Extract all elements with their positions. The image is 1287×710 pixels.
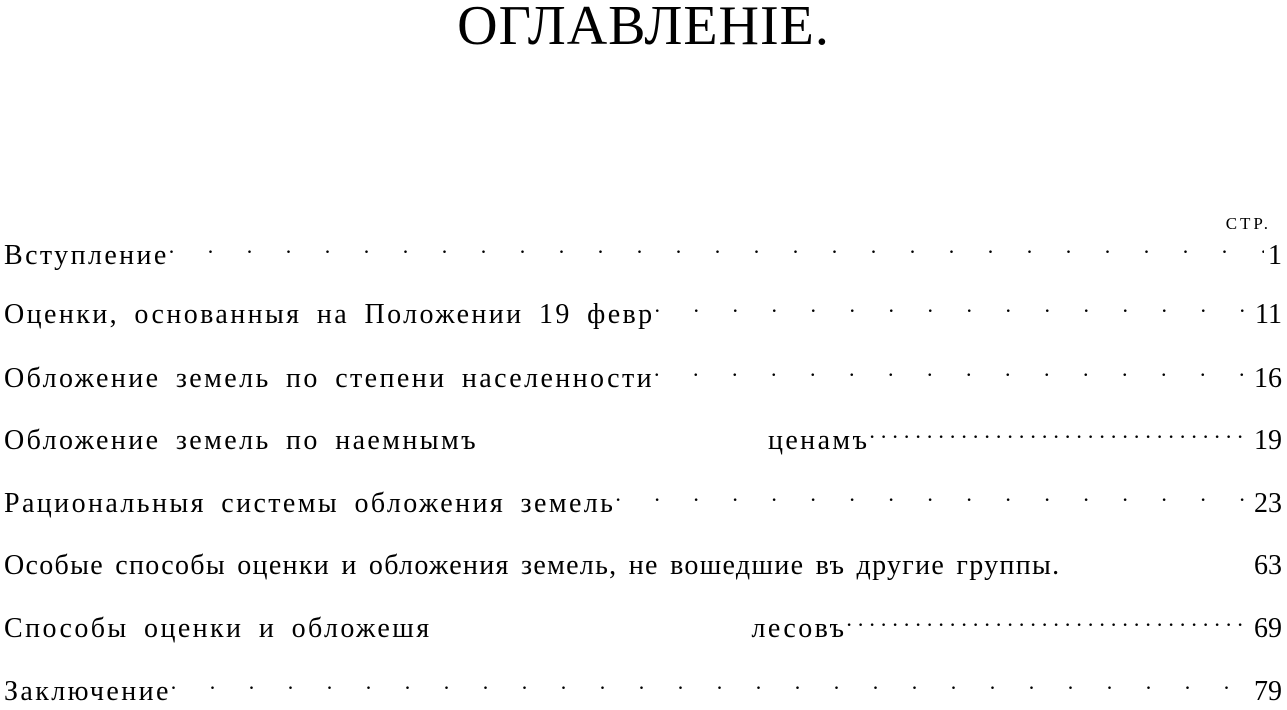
toc-entry-title: Заключение xyxy=(4,676,171,707)
toc-entry-title: Рациональныя системы обложения земель xyxy=(4,488,616,519)
toc-entry-title-part1: Способы оценки и обложешя xyxy=(4,613,432,644)
toc-entry-title-part1: Обложение земель по наемнымъ xyxy=(4,425,478,456)
toc-entry-page: 23 xyxy=(1254,488,1282,519)
toc-entry xyxy=(4,287,1282,330)
toc-entry-title-part2: лесовъ xyxy=(751,613,847,644)
toc-entry-title: Особые способы оценки и обложения земель, не вошедшие въ другие группы. xyxy=(4,550,1061,581)
dot-leader xyxy=(654,351,1250,387)
toc-entry-page: 11 xyxy=(1255,299,1282,330)
toc-entry xyxy=(4,228,1282,271)
toc-entry xyxy=(4,351,1282,394)
dot-leader xyxy=(169,228,1264,264)
toc-entry xyxy=(4,601,1282,644)
toc-entry-title: Вступление xyxy=(4,240,169,271)
toc-entry-title: Обложение земель по степени населенности xyxy=(4,363,655,394)
toc-entry-page: 63 xyxy=(1254,550,1282,581)
page-title: ОГЛАВЛЕНІЕ. xyxy=(457,0,830,57)
dot-leader xyxy=(655,287,1251,323)
dot-leader xyxy=(615,476,1250,512)
toc-entry-title xyxy=(4,423,869,459)
toc-entry-page: 69 xyxy=(1254,613,1282,644)
page-column-label: СТР. xyxy=(1225,214,1271,233)
toc-entry-title-part2: ценамъ xyxy=(767,425,870,456)
toc-entry-page: 79 xyxy=(1254,676,1282,707)
dot-leader xyxy=(846,601,1250,637)
toc-entry-title xyxy=(4,611,846,647)
dot-leader xyxy=(869,413,1250,449)
toc-entry-page: 19 xyxy=(1254,425,1282,456)
toc-entry xyxy=(4,476,1282,519)
toc-entry xyxy=(4,413,1282,456)
toc-entry-page: 1 xyxy=(1268,240,1282,271)
toc-entry-page: 16 xyxy=(1254,363,1282,394)
toc-entry xyxy=(4,538,1282,581)
toc-entry-title: Оценки, основанныя на Положении 19 февр xyxy=(4,299,655,330)
